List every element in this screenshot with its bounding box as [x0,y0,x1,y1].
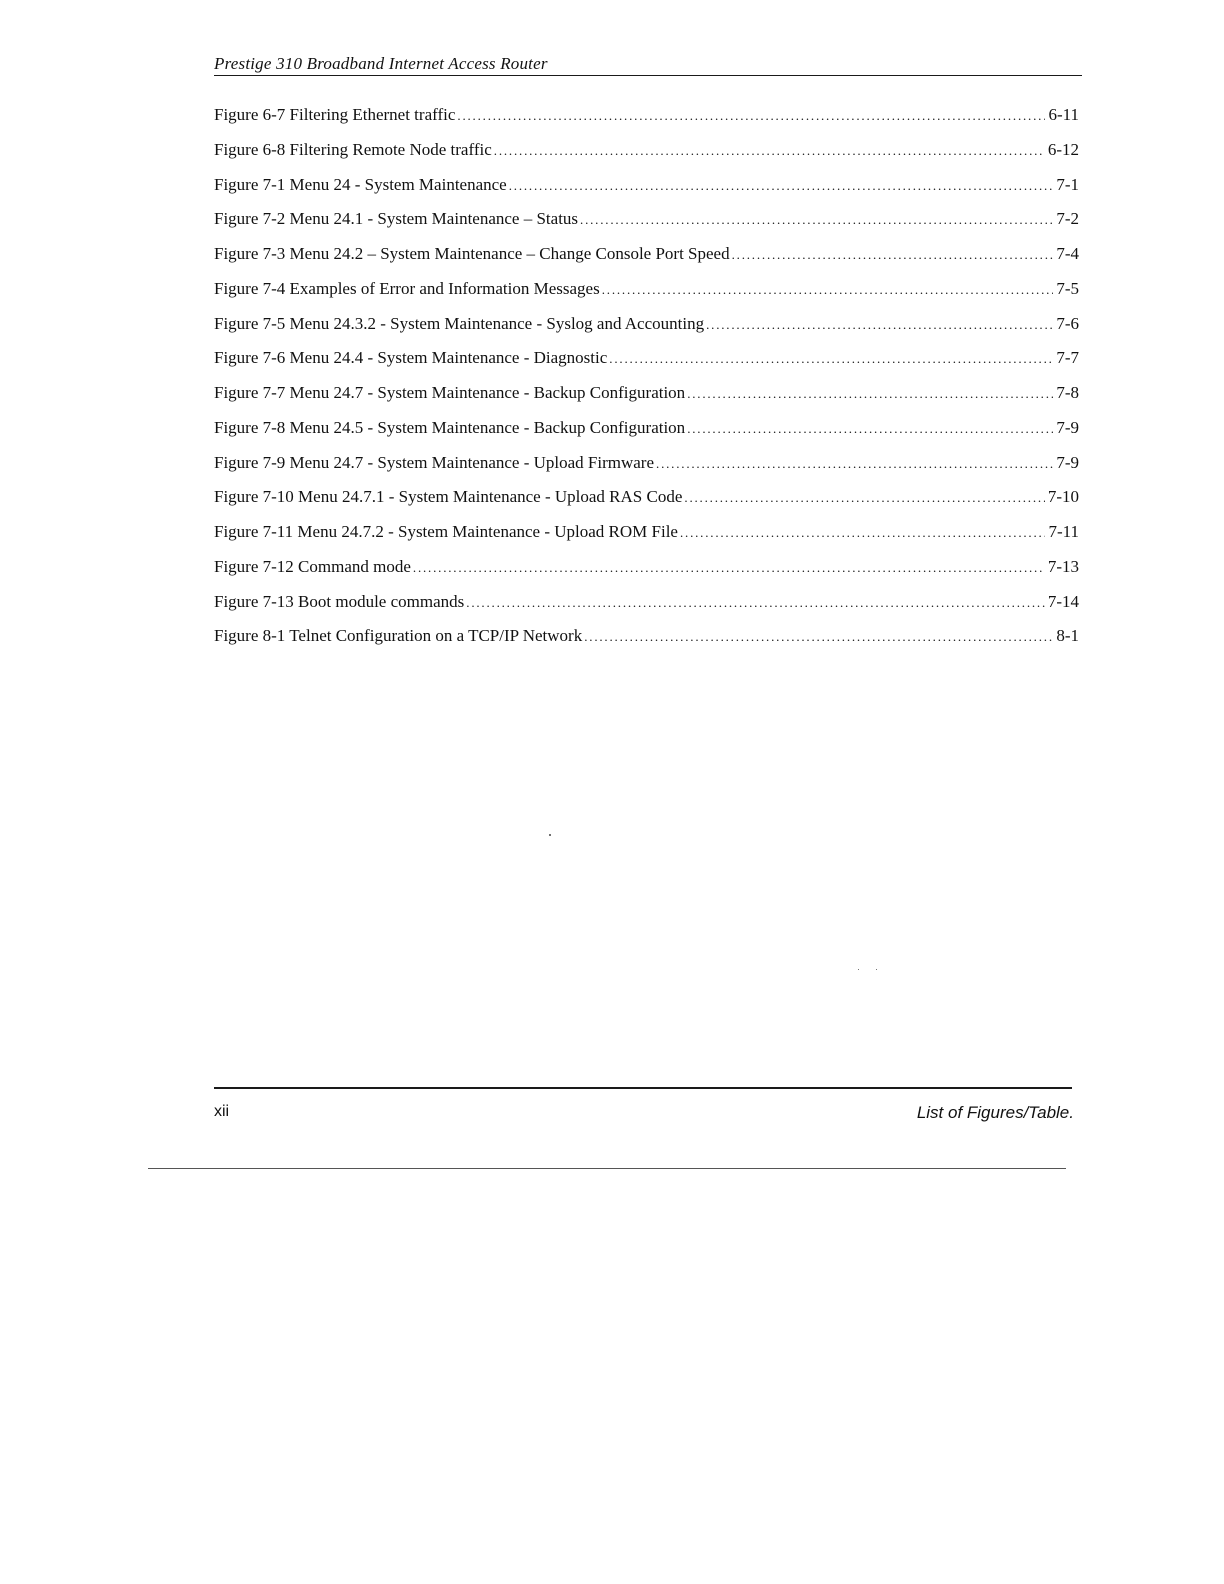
toc-entry-title: Figure 7-4 Examples of Error and Information Messages [214,278,600,298]
toc-entry-page: 7-11 [1048,522,1079,541]
toc-entry-title: Figure 6-8 Filtering Remote Node traffic [214,139,492,159]
scan-edge-line [148,1168,1066,1169]
dot-leader [687,417,1053,441]
toc-entry [214,138,1079,173]
toc-entry-title: Figure 7-5 Menu 24.3.2 - System Maintenance - Syslog and Accounting [214,313,705,333]
scan-speck [549,834,551,836]
toc-entry-title: Figure 6-7 Filtering Ethernet traffic [214,105,456,124]
scan-speck [876,969,877,970]
dot-leader [680,521,1045,545]
toc-entry [214,207,1079,242]
toc-entry-page: 7-5 [1056,278,1079,298]
page-header [214,53,1082,76]
toc-entry-title: Figure 7-12 Command mode [214,556,411,576]
toc-entry-title: Figure 7-7 Menu 24.7 - System Maintenance - Backup Configuration [214,383,686,402]
toc-entry [214,416,1079,451]
list-of-figures [214,103,1079,659]
toc-entry-title: Figure 7-1 Menu 24 - System Maintenance [214,174,507,194]
running-header-title: Prestige 310 Broadband Internet Access Router [214,54,548,73]
toc-entry-page: 7-7 [1056,348,1079,368]
toc-entry-title: Figure 7-6 Menu 24.4 - System Maintenance - Diagnostic [214,348,608,368]
toc-entry-title: Figure 7-11 Menu 24.7.2 - System Maintenance - Upload ROM File [214,522,678,541]
toc-entry-page: 7-9 [1056,452,1079,472]
dot-leader [509,174,1054,198]
toc-entry-page: 8-1 [1056,626,1079,646]
toc-entry [214,242,1079,277]
footer-section-title: List of Figures/Table. [916,1103,1074,1122]
toc-entry [214,173,1079,208]
footer-rule [214,1087,1072,1089]
dot-leader [609,347,1053,371]
dot-leader [687,382,1053,406]
dot-leader [494,139,1045,163]
toc-entry-title: Figure 7-3 Menu 24.2 – System Maintenance – Change Console Port Speed [214,244,730,263]
dot-leader [706,313,1053,337]
footer-page-number: xii [214,1103,230,1120]
toc-entry-title: Figure 7-8 Menu 24.5 - System Maintenance - Backup Configuration [214,417,686,437]
toc-entry [214,103,1079,138]
toc-entry-page: 7-9 [1056,417,1079,437]
toc-entry-title: Figure 7-10 Menu 24.7.1 - System Maintenance - Upload RAS Code [214,487,683,507]
toc-entry-title: Figure 7-9 Menu 24.7 - System Maintenance - Upload Firmware [214,452,655,472]
dot-leader [602,278,1054,302]
dot-leader [413,556,1045,580]
dot-leader [580,208,1053,232]
toc-entry [214,312,1079,347]
toc-entry [214,346,1079,381]
toc-entry [214,555,1079,590]
toc-entry [214,520,1079,555]
dot-leader [732,243,1054,267]
dot-leader [656,452,1053,476]
toc-entry-page: 7-13 [1047,556,1079,576]
toc-entry-page: 7-2 [1056,209,1079,229]
toc-entry-title: Figure 7-13 Boot module commands [214,591,465,611]
dot-leader [684,486,1044,510]
toc-entry-page: 6-12 [1047,139,1079,159]
dot-leader [457,104,1045,128]
toc-entry-page: 7-6 [1056,313,1079,333]
scan-speck [858,969,859,970]
toc-entry-page: 7-4 [1056,244,1079,263]
toc-entry [214,485,1079,520]
toc-entry [214,381,1079,416]
dot-leader [466,591,1045,615]
toc-entry [214,451,1079,486]
dot-leader [584,625,1053,649]
toc-entry-page: 7-8 [1056,383,1079,402]
toc-entry-page: 7-1 [1056,174,1079,194]
toc-entry [214,277,1079,312]
toc-entry-title: Figure 8-1 Telnet Configuration on a TCP/IP Network [214,626,583,646]
toc-entry [214,624,1079,659]
toc-entry-page: 6-11 [1048,105,1079,124]
toc-entry-title: Figure 7-2 Menu 24.1 - System Maintenance – Status [214,209,579,229]
toc-entry-page: 7-14 [1047,591,1079,611]
toc-entry [214,590,1079,625]
toc-entry-page: 7-10 [1047,487,1079,507]
